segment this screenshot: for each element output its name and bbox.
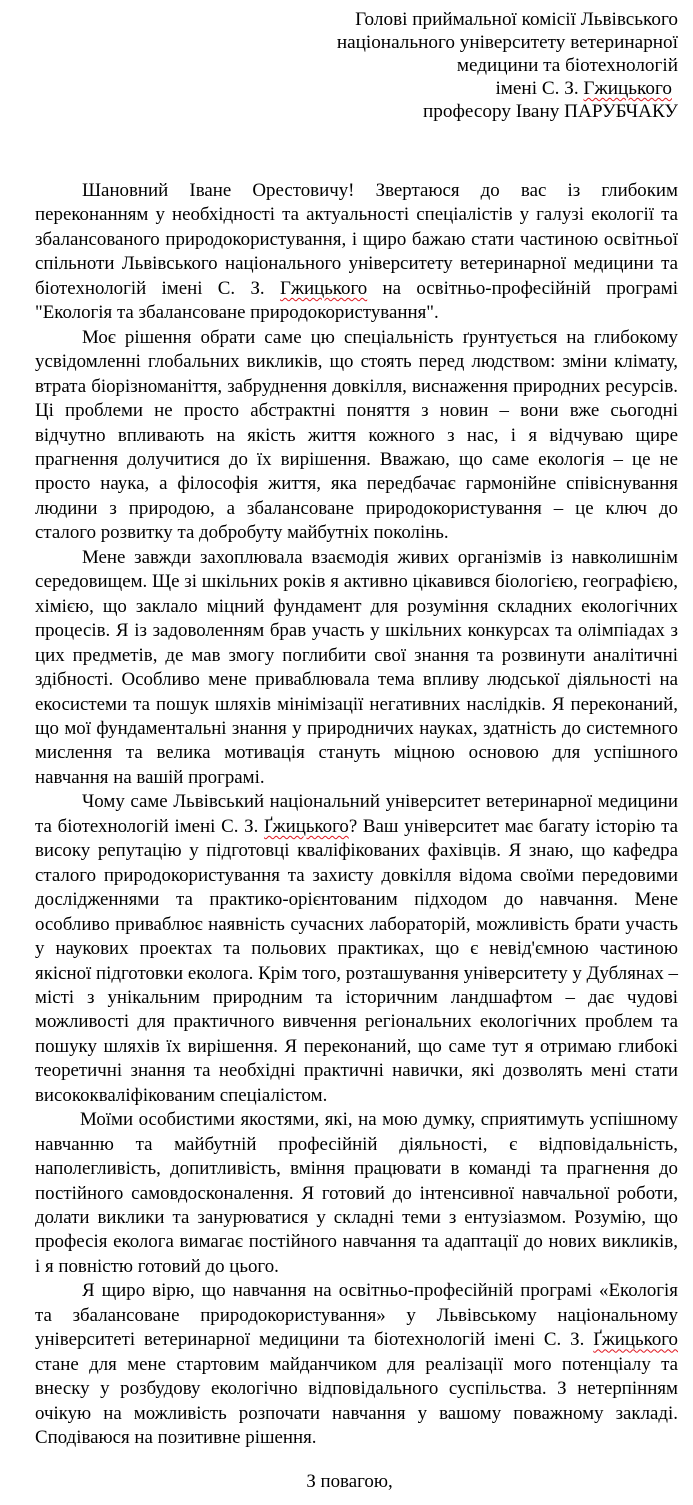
addressee-line: професору Івану ПАРУБЧАКУ <box>423 101 678 122</box>
paragraph-motivation: Моє рішення обрати саме цю спеціальність ґрунтується на глибокому усвідомленні глобальних викликів, що стоять перед людством: зміни клімату, втрата біорізноманіття, забруднення довкілля, виснаження природних ресурсів. Ці проблеми не просто абстрактні поняття з новин – вони вже сьогодні відчутно впливають на якість життя кожного з нас, і я відчуваю щире прагнення долучитися до їх вирішення. Вважаю, що саме екологія – це не просто наука, а філософія життя, яка передбачає гармонійне співіснування людини з природою, а збалансоване природокористування – це ключ до сталого розвитку та добробуту майбутніх поколінь. <box>35 326 678 544</box>
addressee-line-text: імені С. З. <box>495 78 584 99</box>
addressee-line: Голові приймальної комісії Львівського <box>355 9 678 30</box>
spellcheck-flagged-word[interactable]: Гжицького <box>583 78 672 99</box>
addressee-block <box>78 8 678 123</box>
closing-line <box>0 1470 693 1494</box>
addressee-line: медицини та біотехнологій <box>456 55 678 76</box>
spellcheck-flagged-word[interactable]: Гжицького <box>280 277 368 299</box>
paragraph-conclusion <box>35 1279 678 1450</box>
paragraph-text: ? Ваш університет має багату історію та високу репутацію у підготовці кваліфікованих фахівців. Я знаю, що кафедра сталого природокористування та захисту довкілля відома своїми передовими дослідженнями та практико-орієнтованим підходом до навчання. Мене особливо приваблює наявність сучасних лабораторій, можливість брати участь у наукових проектах та польових практиках, що є невід'ємною частиною якісної підготовки еколога. Крім того, розташування університету у Дублянах – місті з унікальним природним та історичним ландшафтом – дає чудові можливості для практичного вивчення регіональних екологічних проблем та пошуку шляхів їх вирішення. Я переконаний, що саме тут я отримаю глибокі теоретичні знання та необхідні практичні навички, які дозволять мені стати висококваліфікованим спеціалістом. <box>35 815 678 1106</box>
paragraph-text: Шановний Іване Орестовичу! Звертаюся до вас із глибоким переконанням у необхідності та актуальності спеціалістів у галузі екології та збалансованого природокористування, і щиро бажаю стати частиною освітньої спільноти Львівського національного університету ветеринарної медицини та біотехнологій імені С. З. <box>35 180 678 299</box>
paragraph-background: Мене завжди захоплювала взаємодія живих організмів із навколишнім середовищем. Ще зі шкільних років я активно цікавився біологією, географією, хімією, що заклало міцний фундамент для розуміння складних екологічних процесів. Я із задоволенням брав участь у шкільних конкурсах та олімпіадах з цих предметів, де мав змогу поглибити свої знання та розвинути аналітичні здібності. Особливо мене приваблювала тема впливу людської діяльності на екосистеми та пошук шляхів мінімізації негативних наслідків. Я переконаний, що мої фундаментальні знання у природничих науках, здатність до системного мислення та велика мотивація стануть міцною основою для успішного навчання на вашій програмі. <box>35 546 678 788</box>
paragraph-text: стане для мене стартовим майданчиком для реалізації мого потенціалу та внеску у розбудову екологічно відповідального суспільства. З нетерпінням очікую на можливість розпочати навчання у вашому поважному закладі. Сподіваюся на позитивне рішення. <box>35 1353 678 1449</box>
spellcheck-flagged-word[interactable]: Ґжицького <box>264 815 349 837</box>
paragraph-personal-qualities: Моїми особистими якостями, які, на мою думку, сприятимуть успішному навчанню та майбутній професійній діяльності, є відповідальність, наполегливість, допитливість, вміння працювати в команді та прагнення до постійного самовдосконалення. Я готовий до інтенсивної навчальної роботи, долати виклики та занурюватися у складні теми з ентузіазмом. Розумію, що професія еколога вимагає постійного навчання та адаптації до нових викликів, і я повністю готовий до цього. <box>35 1109 678 1277</box>
paragraph-why-university <box>35 790 678 1108</box>
paragraph-text: Чому саме Львівський національний університет ветеринарної медицини та біотехнологій імені С. З. <box>35 791 678 837</box>
paragraph-text: на освітньо-професійній програмі "Екологія та збалансоване природокористування". <box>35 277 678 324</box>
spellcheck-flagged-word[interactable]: Ґжицького <box>593 1329 678 1351</box>
paragraph-greeting <box>35 179 678 326</box>
addressee-line <box>78 77 678 100</box>
addressee-line: національного університету ветеринарної <box>336 32 678 53</box>
letter-body <box>35 179 678 1451</box>
closing-text: З повагою, <box>306 1471 393 1492</box>
paragraph-text: Я щиро вірю, що навчання на освітньо-професійній програмі «Екологія та збалансоване природокористування» у Львівському національному університеті ветеринарної медицини та біотехнологій імені С. З. <box>35 1280 678 1351</box>
